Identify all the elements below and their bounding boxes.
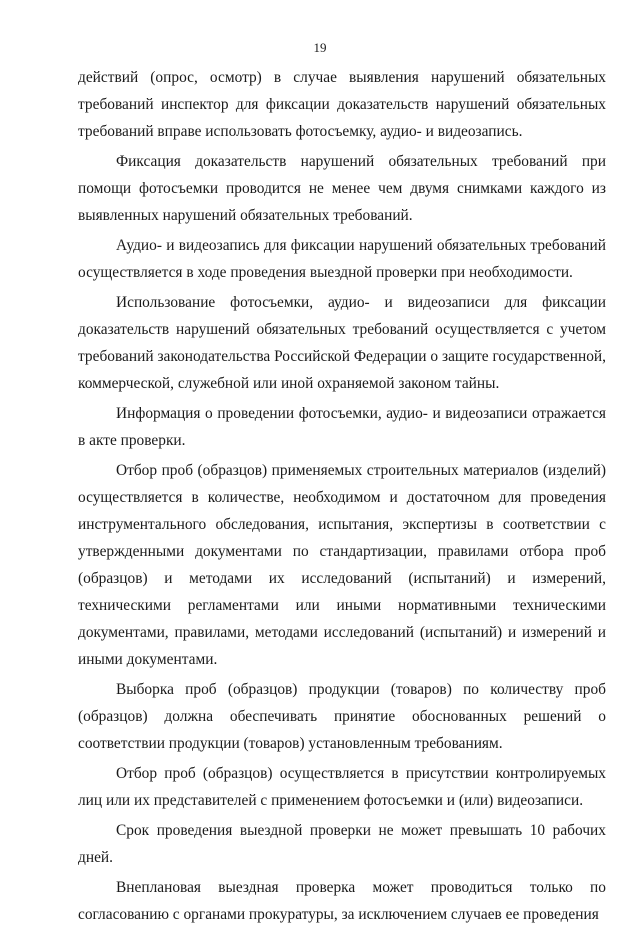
paragraph-unscheduled-inspection: Внеплановая выездная проверка может проводиться только по согласованию с органами прокуратуры, за исключением случаев ее проведения — [78, 879, 606, 923]
page-number: 19 — [313, 40, 327, 55]
paragraph-act-record: Информация о проведении фотосъемки, аудио- и видеозаписи отражается в акте проверки. — [78, 405, 606, 449]
paragraph-sampling-presence: Отбор проб (образцов) осуществляется в присутствии контролируемых лиц или их представителей с применением фотосъемки и (или) видеозаписи. — [78, 765, 606, 809]
paragraph-sample-selection: Выборка проб (образцов) продукции (товаров) по количеству проб (образцов) должна обеспечивать принятие обоснованных решений о соответствии продукции (товаров) установленным требованиям. — [78, 681, 606, 752]
paragraph-inspection-term: Срок проведения выездной проверки не может превышать 10 рабочих дней. — [78, 822, 606, 866]
paragraph-audio-video: Аудио- и видеозапись для фиксации нарушений обязательных требований осуществляется в ходе проведения выездной проверки при необходимости. — [78, 237, 606, 281]
paragraph-photo-evidence: Фиксация доказательств нарушений обязательных требований при помощи фотосъемки проводится не менее чем двумя снимками каждого из выявленных нарушений обязательных требований. — [78, 153, 606, 224]
document-body — [78, 64, 606, 931]
paragraph-secrecy-requirements: Использование фотосъемки, аудио- и видеозаписи для фиксации доказательств нарушений обязательных требований осуществляется с учетом требований законодательства Российской Федерации о защите государственной, коммерческой, служебной или иной охраняемой законом тайны. — [78, 294, 606, 392]
paragraph-sampling: Отбор проб (образцов) применяемых строительных материалов (изделий) осуществляется в количестве, необходимом и достаточном для проведения инструментального обследования, испытания, экспертизы в соответствии с утвержденными документами по стандартизации, правилами отбора проб (образцов) и методами их исследований (испытаний) и измерений, техническими регламентами или иными нормативными техническими документами, правилами, методами исследований (испытаний) и измерений и иными документами. — [78, 462, 606, 668]
paragraph-continuation: действий (опрос, осмотр) в случае выявления нарушений обязательных требований инспектор для фиксации доказательств нарушений обязательных требований вправе использовать фотосъемку, аудио- и видеозапись. — [78, 69, 606, 140]
